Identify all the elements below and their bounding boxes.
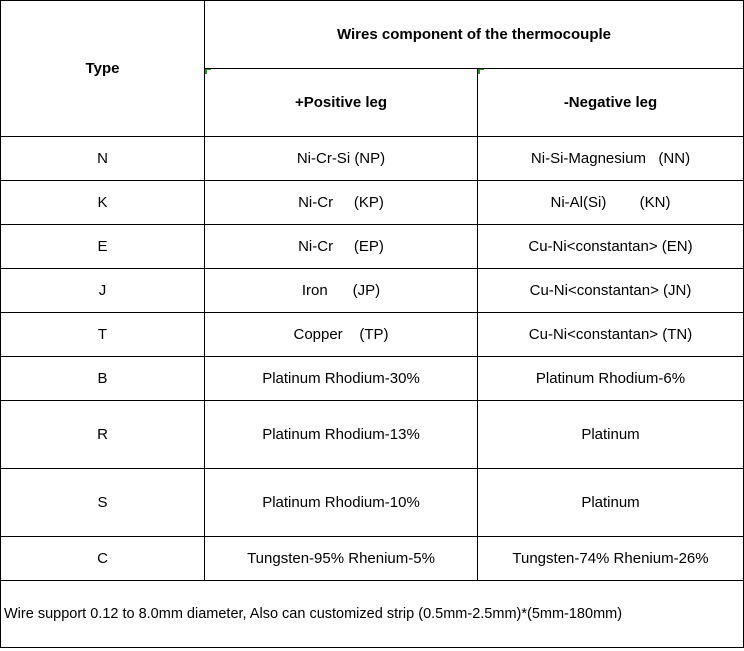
table-row xyxy=(1,181,744,225)
type-cell: K xyxy=(1,181,205,225)
negative-leg-cell: Ni-Al(Si) (KN) xyxy=(478,181,744,225)
negative-leg-cell: Platinum Rhodium-6% xyxy=(478,357,744,401)
negative-leg-header: -Negative leg xyxy=(478,69,744,137)
negative-leg-cell: Platinum xyxy=(478,469,744,537)
negative-leg-cell: Ni-Si-Magnesium (NN) xyxy=(478,137,744,181)
type-cell: E xyxy=(1,225,205,269)
table-row xyxy=(1,313,744,357)
positive-leg-cell: Ni-Cr (EP) xyxy=(205,225,478,269)
positive-leg-cell: Platinum Rhodium-30% xyxy=(205,357,478,401)
type-header: Type xyxy=(1,1,205,137)
positive-leg-cell: Iron (JP) xyxy=(205,269,478,313)
positive-leg-cell: Tungsten-95% Rhenium-5% xyxy=(205,537,478,581)
table-row xyxy=(1,537,744,581)
table-row xyxy=(1,357,744,401)
positive-leg-cell: Ni-Cr (KP) xyxy=(205,181,478,225)
type-cell: R xyxy=(1,401,205,469)
positive-leg-cell: Platinum Rhodium-13% xyxy=(205,401,478,469)
negative-leg-cell: Tungsten-74% Rhenium-26% xyxy=(478,537,744,581)
negative-leg-cell: Cu-Ni<constantan> (EN) xyxy=(478,225,744,269)
table-row xyxy=(1,401,744,469)
positive-leg-cell: Platinum Rhodium-10% xyxy=(205,469,478,537)
positive-leg-header: +Positive leg xyxy=(205,69,478,137)
type-cell: C xyxy=(1,537,205,581)
table-row xyxy=(1,269,744,313)
negative-leg-cell: Cu-Ni<constantan> (TN) xyxy=(478,313,744,357)
table-row xyxy=(1,137,744,181)
wires-component-header: Wires component of the thermocouple xyxy=(205,1,744,69)
type-cell: J xyxy=(1,269,205,313)
positive-leg-cell: Ni-Cr-Si (NP) xyxy=(205,137,478,181)
type-cell: B xyxy=(1,357,205,401)
type-cell: T xyxy=(1,313,205,357)
type-cell: N xyxy=(1,137,205,181)
positive-leg-cell: Copper (TP) xyxy=(205,313,478,357)
negative-leg-cell: Platinum xyxy=(478,401,744,469)
table-row xyxy=(1,469,744,537)
table-row xyxy=(1,225,744,269)
negative-leg-cell: Cu-Ni<constantan> (JN) xyxy=(478,269,744,313)
footnote: Wire support 0.12 to 8.0mm diameter, Also can customized strip (0.5mm-2.5mm)*(5mm-180mm) xyxy=(1,581,744,648)
type-cell: S xyxy=(1,469,205,537)
